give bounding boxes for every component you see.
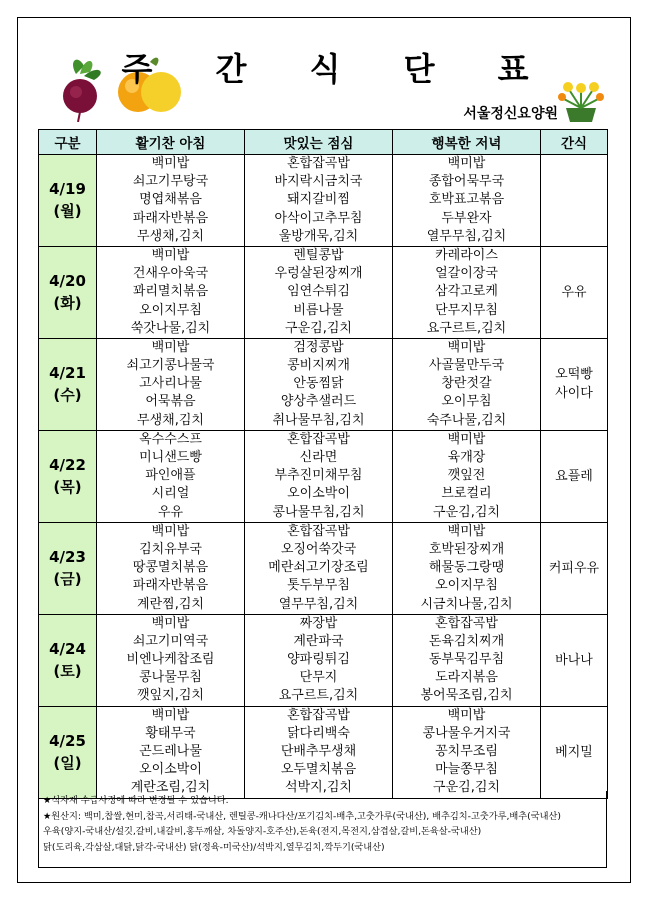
note-line: 닭(도리육,각삼살,대닭,닭각-국내산) 닭(정육-미국산)/석박지,열무김치,깍두기(국내산) bbox=[43, 841, 385, 853]
snack-cell bbox=[541, 522, 608, 614]
organization-name: 서울정신요양원 bbox=[463, 106, 558, 122]
breakfast-cell bbox=[97, 338, 245, 430]
header-category: 구분 bbox=[39, 130, 97, 155]
menu-item: 단무지 bbox=[299, 670, 338, 686]
page-title: 주 간 식 단 표 bbox=[121, 50, 555, 88]
menu-item: 시금치나물,김치 bbox=[420, 596, 513, 612]
menu-item: 땅콩멸치볶음 bbox=[132, 560, 209, 576]
dinner-cell bbox=[393, 338, 541, 430]
menu-item: 종합어묵무국 bbox=[428, 174, 505, 190]
lunch-cell bbox=[245, 430, 393, 522]
menu-item: 꽁치무조림 bbox=[435, 744, 498, 759]
menu-item: 메란쇠고기장조림 bbox=[268, 560, 369, 576]
lunch-cell bbox=[245, 522, 393, 614]
menu-item: 김치유부국 bbox=[139, 541, 202, 557]
snack-item: 베지밀 bbox=[555, 744, 593, 760]
menu-item: 임연수튀김 bbox=[287, 284, 350, 300]
weekday-text: (화) bbox=[53, 294, 82, 313]
menu-item: 오징어쑥갓국 bbox=[280, 541, 357, 557]
menu-item: 혼합잡곡밥 bbox=[435, 615, 498, 631]
menu-item: 쇠고기콩나물국 bbox=[126, 358, 215, 374]
day-row bbox=[39, 430, 608, 522]
menu-item: 울방개묵,김치 bbox=[278, 228, 359, 244]
day-label bbox=[39, 706, 97, 798]
menu-item: 단무지무침 bbox=[435, 302, 498, 318]
day-label bbox=[39, 155, 97, 247]
day-row bbox=[39, 338, 608, 430]
menu-item: 고사리나물 bbox=[139, 376, 202, 392]
menu-item: 육개장 bbox=[447, 450, 486, 465]
menu-item: 파인애플 bbox=[145, 468, 196, 484]
menu-item: 마늘쫑무침 bbox=[435, 762, 498, 778]
date-text: 4/24 bbox=[49, 640, 86, 659]
menu-item: 비름나물 bbox=[293, 302, 344, 318]
day-row bbox=[39, 155, 608, 247]
date-text: 4/21 bbox=[49, 364, 86, 383]
menu-item: 콩나물무침,김치 bbox=[272, 504, 365, 520]
weekday-text: (목) bbox=[53, 478, 82, 497]
menu-item: 양상추샐러드 bbox=[280, 394, 357, 410]
menu-item: 단배추무생채 bbox=[280, 744, 357, 759]
menu-item: 요구르트,김치 bbox=[426, 320, 507, 336]
menu-item: 건새우아욱국 bbox=[132, 266, 209, 282]
note-line: 우육(양지-국내산/설깃,갈비,내갈비,홍두깨살, 차돌양지-호주산),돈육(전지,목전지,삼겹살,갈비,돈육살-국내산) bbox=[43, 826, 482, 837]
menu-item: 백미밥 bbox=[151, 615, 190, 631]
menu-item: 돼지갈비찜 bbox=[287, 192, 350, 208]
lunch-cell bbox=[245, 155, 393, 247]
day-row bbox=[39, 246, 608, 338]
menu-item: 시리얼 bbox=[151, 486, 190, 502]
weekday-text: (토) bbox=[53, 662, 82, 681]
day-label bbox=[39, 614, 97, 706]
breakfast-cell bbox=[97, 706, 245, 798]
menu-item: 오이지무침 bbox=[435, 578, 498, 594]
menu-item: 백미밥 bbox=[447, 156, 486, 171]
menu-item: 오이소박이 bbox=[287, 486, 350, 502]
snack-item: 요플레 bbox=[555, 468, 593, 484]
menu-item: 백미밥 bbox=[447, 707, 486, 723]
header-dinner: 행복한 저녁 bbox=[393, 130, 541, 155]
menu-item: 창란젓갈 bbox=[441, 376, 492, 392]
menu-item: 파래자반볶음 bbox=[132, 210, 209, 226]
snack-item: 커피우유 bbox=[548, 560, 600, 576]
menu-item: 오이무침 bbox=[441, 394, 492, 410]
menu-item: 쇠고기미역국 bbox=[132, 633, 209, 649]
dinner-cell bbox=[393, 522, 541, 614]
weekday-text: (금) bbox=[53, 570, 82, 589]
menu-item: 백미밥 bbox=[447, 431, 486, 447]
menu-item: 브로컬리 bbox=[441, 486, 492, 502]
menu-item: 검정콩밥 bbox=[293, 339, 344, 355]
snack-item: 우유 bbox=[561, 284, 587, 300]
menu-item: 부추진미채무침 bbox=[274, 468, 363, 484]
notes-box bbox=[38, 791, 607, 868]
header-lunch: 맛있는 점심 bbox=[245, 130, 393, 155]
menu-item: 열무무침,김치 bbox=[278, 596, 359, 612]
snack-cell bbox=[541, 155, 608, 247]
dinner-cell bbox=[393, 614, 541, 706]
menu-item: 얼갈이장국 bbox=[435, 266, 498, 282]
weekday-text: (수) bbox=[53, 386, 82, 405]
menu-item: 양파링튀김 bbox=[287, 652, 350, 668]
day-row bbox=[39, 614, 608, 706]
menu-item: 석박지,김치 bbox=[285, 780, 352, 796]
menu-item: 백미밥 bbox=[151, 523, 190, 539]
menu-item: 봉어묵조림,김치 bbox=[420, 688, 513, 704]
header-breakfast: 활기찬 아침 bbox=[97, 130, 245, 155]
menu-item: 오이지무침 bbox=[139, 302, 202, 318]
menu-item: 돈육김치찌개 bbox=[428, 633, 505, 649]
menu-item: 카레라이스 bbox=[435, 247, 498, 263]
menu-item: 안동찜닭 bbox=[293, 376, 344, 392]
weekday-text: (일) bbox=[53, 754, 82, 773]
dinner-cell bbox=[393, 155, 541, 247]
lunch-cell bbox=[245, 246, 393, 338]
menu-item: 어묵볶음 bbox=[145, 394, 196, 410]
dinner-cell bbox=[393, 246, 541, 338]
lunch-cell bbox=[245, 706, 393, 798]
menu-item: 혼합잡곡밥 bbox=[287, 707, 350, 723]
day-label bbox=[39, 522, 97, 614]
menu-item: 숙주나물,김치 bbox=[426, 412, 507, 428]
breakfast-cell bbox=[97, 155, 245, 247]
menu-item: 깻잎전 bbox=[447, 468, 486, 484]
menu-item: 백미밥 bbox=[151, 339, 190, 355]
date-text: 4/22 bbox=[49, 456, 86, 475]
breakfast-cell bbox=[97, 430, 245, 522]
note-line: ★식자재 수급사정에 따라 변경될 수 있습니다. bbox=[43, 795, 229, 806]
menu-item: 두부완자 bbox=[441, 210, 492, 226]
snack-cell bbox=[541, 706, 608, 798]
snack-item: 오떡빵 bbox=[555, 367, 593, 383]
menu-item: 혼합잡곡밥 bbox=[287, 523, 350, 539]
day-label bbox=[39, 430, 97, 522]
date-text: 4/20 bbox=[49, 272, 86, 291]
menu-item: 백미밥 bbox=[151, 156, 190, 171]
menu-item: 호박표고볶음 bbox=[428, 192, 505, 208]
menu-table bbox=[38, 129, 608, 799]
flower-pot-icon bbox=[556, 78, 606, 124]
dinner-cell bbox=[393, 706, 541, 798]
snack-cell bbox=[541, 246, 608, 338]
lunch-cell bbox=[245, 338, 393, 430]
snack-cell bbox=[541, 430, 608, 522]
menu-item: 열무무침,김치 bbox=[426, 228, 507, 244]
menu-item: 동부묵김무침 bbox=[428, 652, 505, 668]
menu-item: 취나물무침,김치 bbox=[272, 412, 365, 428]
header-row bbox=[39, 130, 608, 155]
menu-item: 계란찜,김치 bbox=[137, 596, 204, 612]
menu-item: 깻잎지,김치 bbox=[137, 688, 204, 704]
menu-item: 아삭이고추무침 bbox=[274, 210, 363, 226]
header-snack: 간식 bbox=[541, 130, 608, 155]
menu-item: 백미밥 bbox=[447, 339, 486, 355]
snack-cell bbox=[541, 338, 608, 430]
menu-item: 혼합잡곡밥 bbox=[287, 156, 350, 171]
menu-item: 바지락시금치국 bbox=[274, 174, 363, 190]
menu-item: 백미밥 bbox=[447, 523, 486, 539]
menu-item: 꽈리멸치볶음 bbox=[132, 284, 209, 300]
date-text: 4/19 bbox=[49, 180, 86, 199]
date-text: 4/25 bbox=[49, 732, 86, 751]
date-text: 4/23 bbox=[49, 548, 86, 567]
menu-item: 명엽채볶음 bbox=[139, 192, 202, 208]
menu-item: 파래자반볶음 bbox=[132, 578, 209, 594]
menu-item: 구운김,김치 bbox=[433, 780, 500, 796]
menu-item: 콩비지찌개 bbox=[287, 358, 350, 374]
menu-item: 해물동그랑땡 bbox=[428, 560, 505, 576]
menu-item: 무생채,김치 bbox=[137, 412, 204, 428]
menu-item: 톳두부무침 bbox=[287, 578, 350, 594]
breakfast-cell bbox=[97, 246, 245, 338]
menu-item: 계란파국 bbox=[293, 633, 344, 649]
menu-item: 곤드레나물 bbox=[139, 744, 202, 759]
menu-item: 사골물만두국 bbox=[428, 358, 505, 374]
weekday-text: (월) bbox=[53, 202, 82, 221]
menu-item: 백미밥 bbox=[151, 707, 190, 723]
menu-item: 구운김,김치 bbox=[433, 504, 500, 520]
lunch-cell bbox=[245, 614, 393, 706]
menu-item: 옥수수스프 bbox=[139, 431, 202, 447]
menu-item: 무생채,김치 bbox=[137, 228, 204, 244]
menu-item: 비엔나케찹조림 bbox=[126, 652, 215, 668]
menu-item: 도라지볶음 bbox=[435, 670, 498, 686]
menu-item: 렌틸콩밥 bbox=[293, 247, 344, 263]
menu-item: 신라면 bbox=[299, 450, 338, 465]
menu-item: 오두멸치볶음 bbox=[280, 762, 357, 778]
menu-item: 우렁살된장찌개 bbox=[274, 266, 363, 282]
menu-item: 계란조림,김치 bbox=[130, 780, 211, 796]
menu-item: 쑥갓나물,김치 bbox=[130, 320, 211, 336]
menu-item: 미니샌드빵 bbox=[139, 450, 202, 465]
menu-item: 백미밥 bbox=[151, 247, 190, 263]
menu-item: 황태무국 bbox=[145, 725, 196, 741]
dinner-cell bbox=[393, 430, 541, 522]
menu-item: 쇠고기무탕국 bbox=[132, 174, 209, 190]
breakfast-cell bbox=[97, 614, 245, 706]
note-line: ★원산지: 백미,찹쌀,현미,찹곡,서리태-국내산, 렌틸콩-캐나다산/포기김치-배추,고춧가루(국내산), 배추김치-고춧가루,배추(국내산) bbox=[43, 810, 561, 822]
day-row bbox=[39, 706, 608, 798]
menu-item: 혼합잡곡밥 bbox=[287, 431, 350, 447]
menu-item: 호박된장찌개 bbox=[428, 541, 505, 557]
menu-item: 콩나물우거지국 bbox=[422, 725, 511, 741]
snack-item: 바나나 bbox=[555, 652, 593, 668]
snack-item: 사이다 bbox=[555, 386, 593, 402]
menu-item: 요구르트,김치 bbox=[278, 688, 359, 704]
menu-item: 우유 bbox=[157, 504, 184, 520]
snack-cell bbox=[541, 614, 608, 706]
menu-item: 구운김,김치 bbox=[285, 320, 352, 336]
menu-item: 닭다리백숙 bbox=[287, 725, 350, 741]
day-label bbox=[39, 246, 97, 338]
day-row bbox=[39, 522, 608, 614]
day-label bbox=[39, 338, 97, 430]
menu-item: 삼각고로케 bbox=[435, 284, 498, 300]
menu-item: 짜장밥 bbox=[299, 615, 338, 631]
breakfast-cell bbox=[97, 522, 245, 614]
menu-item: 오이소박이 bbox=[139, 762, 202, 778]
menu-item: 콩나물무침 bbox=[139, 670, 202, 686]
